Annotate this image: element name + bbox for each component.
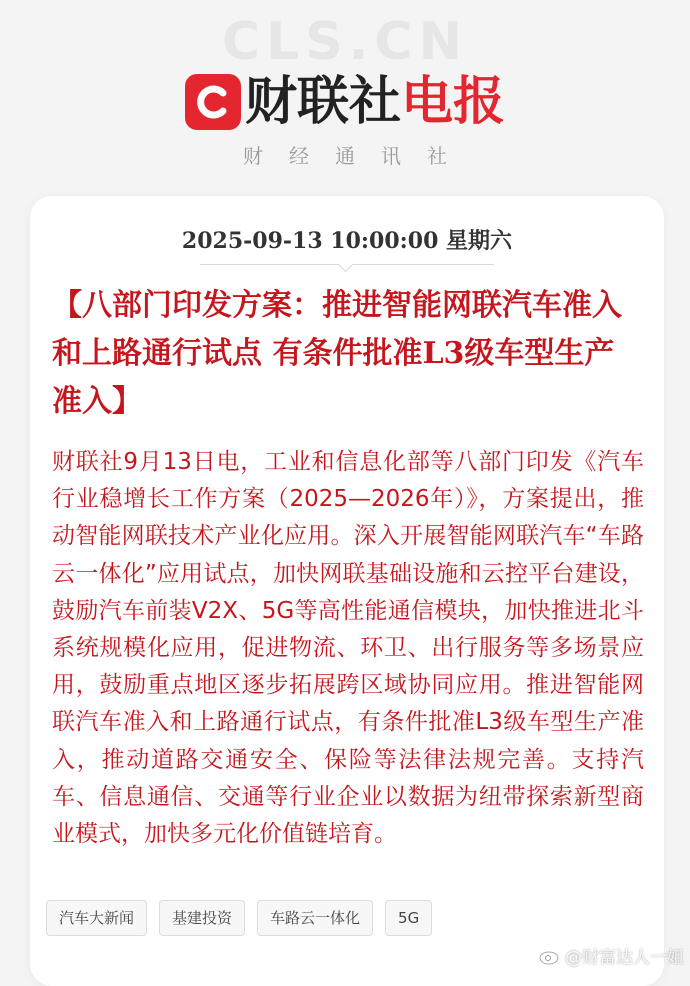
datetime-caret-icon (338, 257, 354, 273)
article-datetime: 2025-09-13 10:00:00 星期六 (181, 228, 513, 254)
brand-product: 电报 (401, 72, 506, 132)
brand-subtitle: 财经通讯社 (243, 144, 473, 168)
tag-list (46, 900, 432, 936)
weibo-username: @财富达人一姐 (565, 948, 684, 968)
brand-c-icon (185, 74, 241, 130)
article-body: 财联社9月13日电，工业和信息化部等八部门印发《汽车行业稳增长工作方案（2025—2026年）》，方案提出，推动智能网联技术产业化应用。深入开展智能网联汽车“车路云一体化”应用试点，加快网联基础设施和云控平台建设，鼓励汽车前装V2X、5G等高性能通信模块，加快推进北斗系统规模化应用，促进物流、环卫、出行服务等多场景应用，鼓励重点地区逐步拓展跨区域协同应用。推进智能网联汽车准入和上路通行试点，有条件批准L3级车型生产准入，推动道路交通安全、保险等法律法规完善。支持汽车、信息通信、交通等行业企业以数据为纽带探索新型商业模式，加快多元化价值链培育。 (52, 449, 644, 848)
brand-name: 财联社 (244, 72, 401, 132)
brand-logo (0, 72, 690, 132)
tag-item[interactable]: 5G (385, 900, 432, 936)
cls-watermark: CLS.CN (221, 12, 469, 72)
article-card (30, 196, 664, 986)
tag-item[interactable]: 车路云一体化 (257, 900, 373, 936)
weibo-watermark (539, 943, 684, 968)
tag-item[interactable]: 汽车大新闻 (46, 900, 147, 936)
tag-item[interactable]: 基建投资 (159, 900, 245, 936)
weibo-icon (539, 947, 561, 965)
article-headline: 【八部门印发方案：推进智能网联汽车准入和上路通行试点 有条件批准L3级车型生产准入】 (52, 288, 622, 419)
